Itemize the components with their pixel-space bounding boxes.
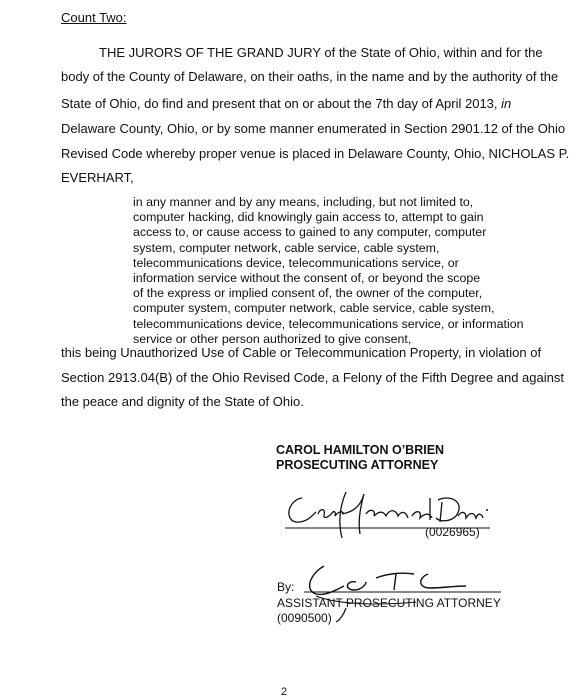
paragraph2-line-3: the peace and dignity of the State of Ohio.	[61, 394, 304, 409]
paragraph1-line-3	[61, 96, 511, 112]
paragraph2-line-1: this being Unauthorized Use of Cable or Telecommunication Property, in violation of	[61, 345, 542, 360]
indented-line: computer hacking, did knowingly gain access to, attempt to gain	[133, 210, 484, 225]
count-heading	[61, 10, 127, 25]
count-heading-text: Count Two	[61, 10, 123, 25]
indented-line: in any manner and by any means, including, but not limited to,	[133, 195, 474, 209]
paragraph1-line-3-text: State of Ohio, do find and present that on or about the 7th day of April 2013,	[61, 96, 502, 111]
count-heading-colon: :	[122, 10, 127, 25]
paragraph1-line-4: Delaware County, Ohio, or by some manner enumerated in Section 2901.12 of the Ohio	[61, 121, 566, 136]
paragraph1-line-2: body of the County of Delaware, on their oaths, in the name and by the authority of the	[61, 69, 559, 84]
indented-line: telecommunications device, telecommunications service, or information	[133, 316, 524, 331]
prosecutor-title: PROSECUTING ATTORNEY	[276, 458, 439, 472]
indented-line: system, computer network, cable service, cable system,	[133, 240, 440, 255]
indented-line: information service without the consent of, or beyond the scope	[133, 271, 481, 286]
paragraph1-line-6: EVERHART,	[61, 170, 134, 185]
indented-line: access to, or cause access to gained to any computer, computer	[133, 225, 487, 240]
indented-line: telecommunications device, telecommunications service, or	[133, 255, 459, 270]
indented-line: computer system, computer network, cable service, cable system,	[133, 301, 495, 316]
assistant-title: ASSISTANT PROSECUTING ATTORNEY	[277, 596, 501, 610]
indented-line: of the express or implied consent of, the owner of the computer,	[133, 286, 483, 301]
paragraph1-italic-in: in	[501, 96, 512, 111]
prosecutor-name: CAROL HAMILTON O’BRIEN	[276, 443, 445, 457]
by-label: By:	[277, 580, 295, 594]
page-number: 2	[281, 686, 288, 698]
prosecutor-reg-number: (0026965)	[425, 525, 480, 539]
assistant-reg-number: (0090500)	[277, 611, 332, 625]
indented-block	[133, 195, 533, 347]
paragraph1-line-1: THE JURORS OF THE GRAND JURY of the State of Ohio, within and for the	[99, 45, 543, 60]
paragraph2-line-2: Section 2913.04(B) of the Ohio Revised Code, a Felony of the Fifth Degree and against	[61, 370, 564, 385]
prosecutor-signature-drawing	[280, 488, 495, 548]
indented-line: service or other person authorized to give consent,	[133, 331, 412, 346]
paragraph1-line-5: Revised Code whereby proper venue is placed in Delaware County, Ohio, NICHOLAS P.	[61, 146, 570, 161]
